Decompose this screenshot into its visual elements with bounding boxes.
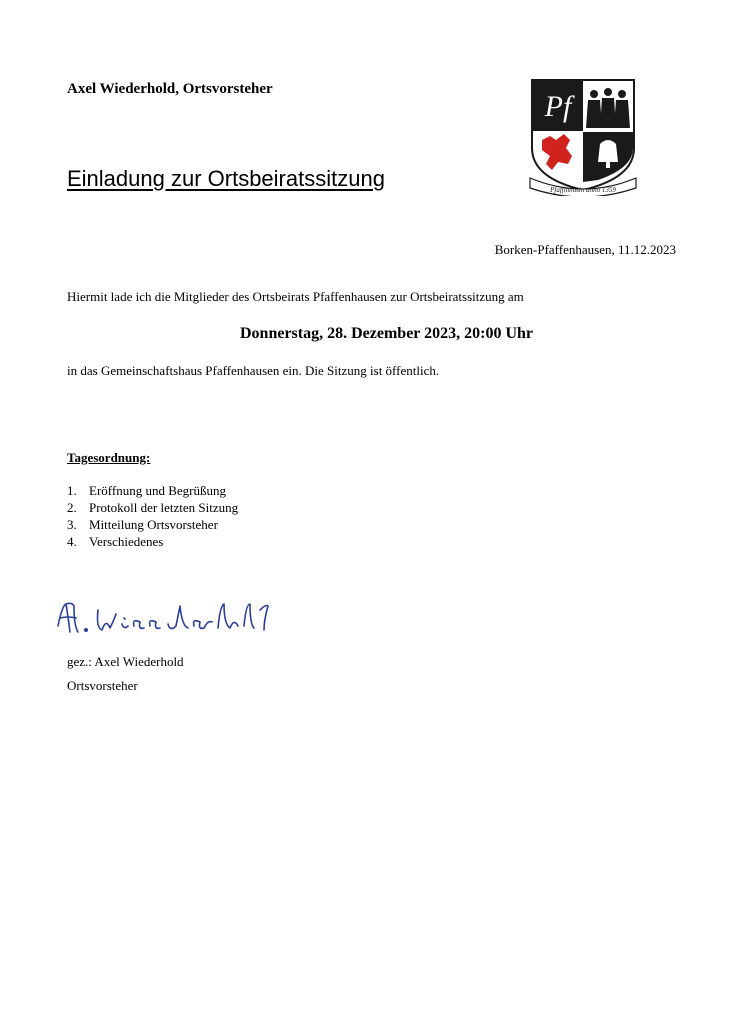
agenda-list (67, 482, 238, 550)
agenda-number: 2. (67, 500, 77, 515)
agenda-text: Eröffnung und Begrüßung (89, 483, 226, 498)
agenda-text: Protokoll der letzten Sitzung (89, 500, 239, 515)
location-text: in das Gemeinschaftshaus Pfaffenhausen ein. Die Sitzung ist öffentlich. (67, 363, 440, 378)
agenda-heading: Tagesordnung: (67, 450, 151, 465)
signer-role: Ortsvorsteher (67, 678, 138, 693)
svg-text:Pf: Pf (544, 90, 572, 123)
agenda-item (67, 516, 238, 533)
agenda-item (67, 499, 238, 516)
handwritten-signature (52, 596, 282, 646)
village-crest-icon (528, 78, 638, 196)
agenda-number: 4. (67, 534, 77, 549)
meeting-date (0, 325, 733, 343)
agenda-item (67, 533, 238, 550)
agenda-number: 3. (67, 517, 77, 532)
agenda-number: 1. (67, 483, 77, 498)
document-title: Einladung zur Ortsbeiratssitzung (67, 166, 385, 191)
signed-by: gez.: Axel Wiederhold (67, 654, 184, 669)
agenda-item (67, 482, 238, 499)
place-date: Borken-Pfaffenhausen, 11.12.2023 (494, 242, 676, 257)
author-line: Axel Wiederhold, Ortsvorsteher (67, 81, 273, 97)
intro-text: Hiermit lade ich die Mitglieder des Ortsbeirats Pfaffenhausen zur Ortsbeiratssitzung am (67, 289, 524, 304)
agenda-text: Mitteilung Ortsvorsteher (89, 517, 218, 532)
agenda-text: Verschiedenes (89, 534, 164, 549)
meeting-date-text: Donnerstag, 28. Dezember 2023, 20:00 Uhr (240, 325, 533, 342)
crest-scroll-text: Pfaffinhusin anno 1359 (550, 186, 616, 194)
